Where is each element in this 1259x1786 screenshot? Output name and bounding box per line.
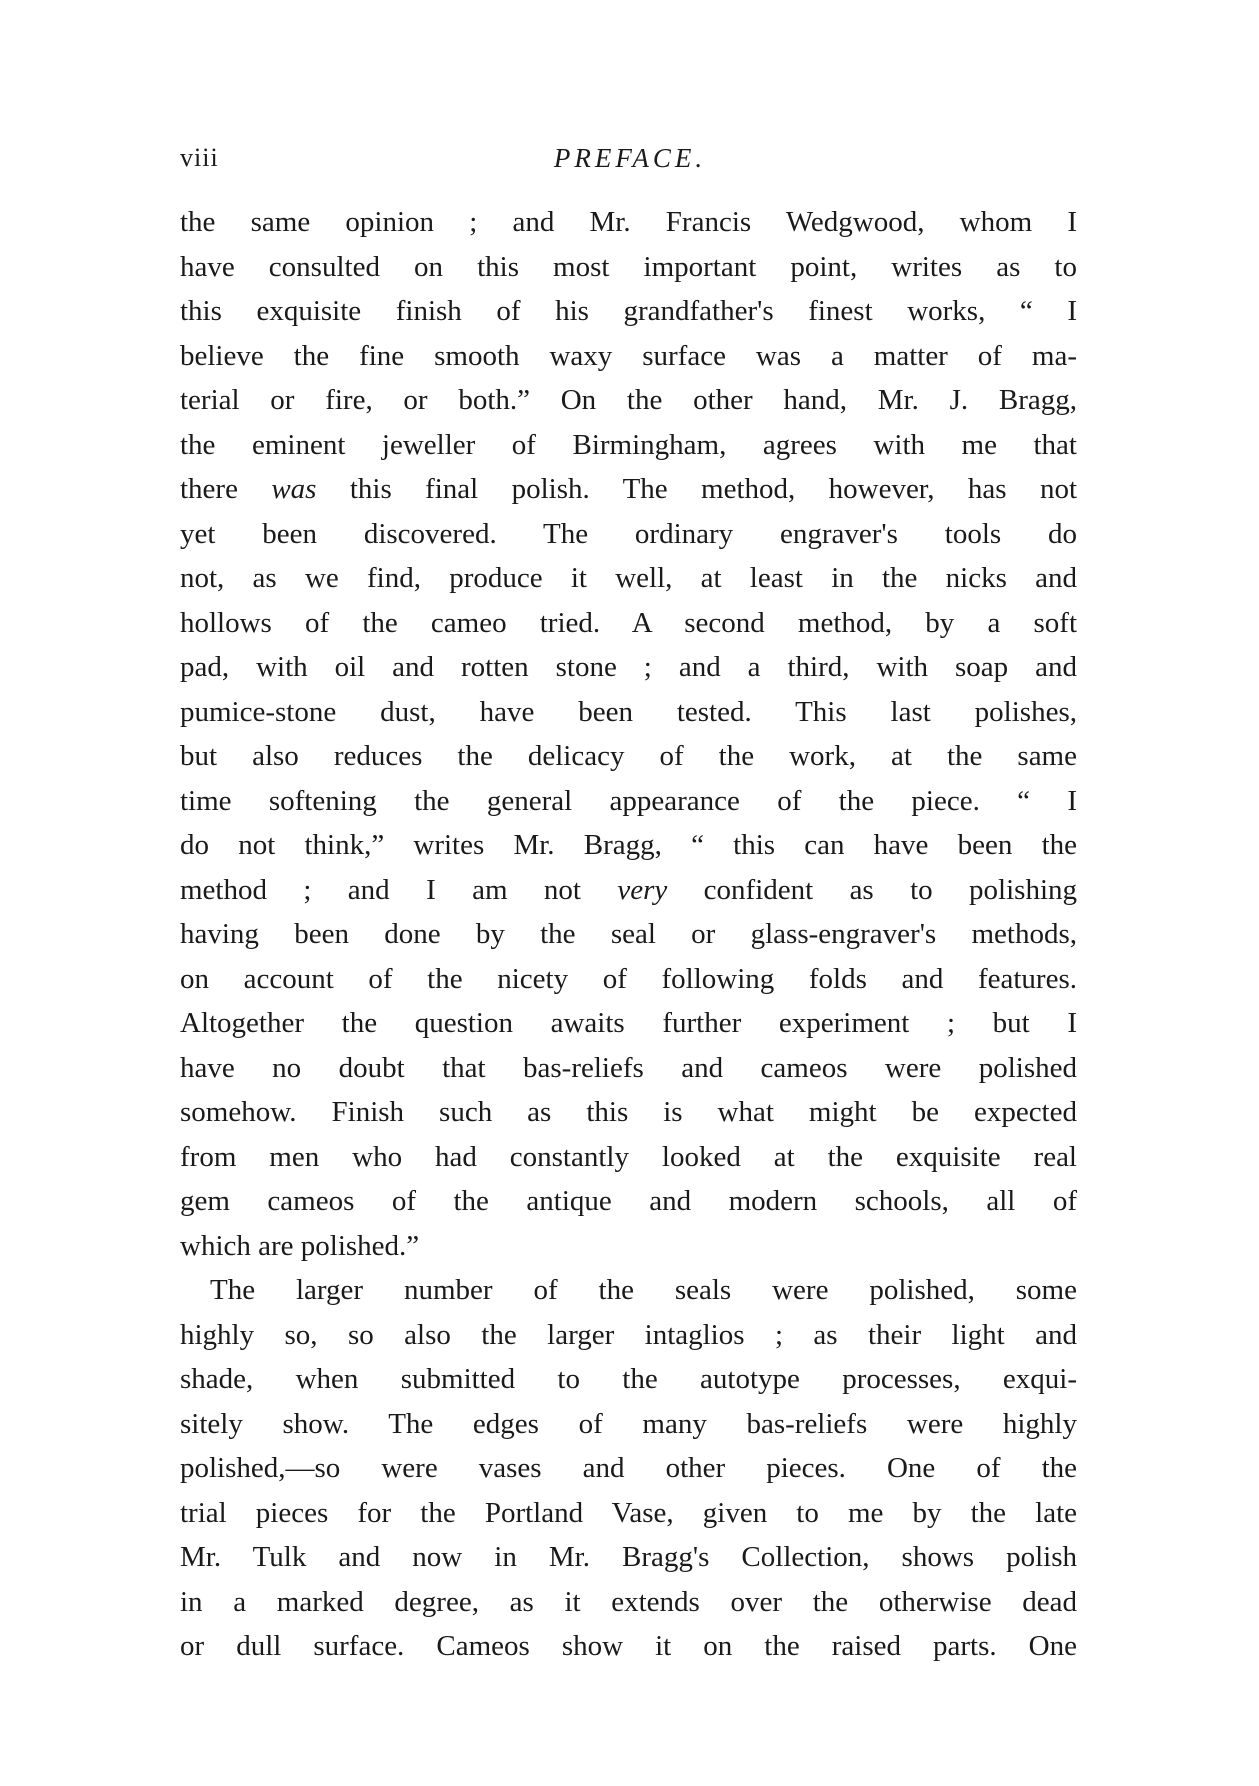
text-line: believe the fine smooth waxy surface was a matter of ma- [180,339,1077,372]
text-line: on account of the nicety of following folds and features. [180,962,1077,995]
text-line: have no doubt that bas-reliefs and cameos were polished [180,1051,1077,1084]
body-text [180,200,1077,1669]
text-line: pad, with oil and rotten stone ; and a third, with soap and [180,651,1077,683]
text-line: Mr. Tulk and now in Mr. Bragg's Collection, shows polish [180,1541,1077,1573]
text-line [180,868,1077,913]
text-line: polished,—so were vases and other pieces. One of the [180,1452,1077,1484]
text-line: pumice-stone dust, have been tested. This last polishes, [180,695,1077,728]
text-line: hollows of the cameo tried. A second method, by a soft [180,606,1077,639]
text-line: not, as we find, produce it well, at least in the nicks and [180,562,1077,594]
text-segment: method ; and I am not [180,873,618,906]
text-line: the same opinion ; and Mr. Francis Wedgwood, whom I [180,206,1077,238]
text-line: sitely show. The edges of many bas-reliefs were highly [180,1407,1077,1440]
text-line: highly so, so also the larger intaglios ; as their light and [180,1318,1077,1351]
text-line: terial or fire, or both.” On the other hand, Mr. J. Bragg, [180,384,1077,416]
text-line: gem cameos of the antique and modern schools, all of [180,1185,1077,1217]
text-line: this exquisite finish of his grandfather's finest works, “ I [180,295,1077,327]
paragraph-first-line: The larger number of the seals were polished, some [210,1274,1077,1306]
running-title: PREFACE. [553,143,707,173]
running-head [180,143,1080,183]
text-line: Altogether the question awaits further experiment ; but I [180,1007,1077,1039]
text-line: in a marked degree, as it extends over the otherwise dead [180,1585,1077,1618]
text-line: time softening the general appearance of the piece. “ I [180,784,1077,817]
italic-word: was [271,473,317,505]
text-line: but also reduces the delicacy of the work, at the same [180,740,1077,772]
text-line: which are polished.” [180,1229,420,1262]
text-line: trial pieces for the Portland Vase, given to me by the late [180,1496,1077,1529]
text-segment: confident as to polishing [667,873,1078,906]
text-line: or dull surface. Cameos show it on the raised parts. One [180,1630,1077,1662]
text-line: from men who had constantly looked at the exquisite real [180,1140,1077,1173]
text-line [180,467,1077,512]
italic-word: very [617,873,668,906]
text-line: shade, when submitted to the autotype processes, exqui- [180,1363,1077,1395]
page-number: viii [180,143,219,172]
text-line: do not think,” writes Mr. Bragg, “ this can have been the [180,829,1077,861]
text-line: the eminent jeweller of Birmingham, agrees with me that [180,428,1077,461]
text-segment: there [180,473,272,505]
text-line: have consulted on this most important point, writes as to [180,250,1077,283]
text-line: somehow. Finish such as this is what might be expected [180,1096,1077,1128]
text-line: having been done by the seal or glass-engraver's methods, [180,918,1077,950]
text-segment: this final polish. The method, however, has not [316,473,1077,505]
text-line: yet been discovered. The ordinary engraver's tools do [180,517,1077,550]
